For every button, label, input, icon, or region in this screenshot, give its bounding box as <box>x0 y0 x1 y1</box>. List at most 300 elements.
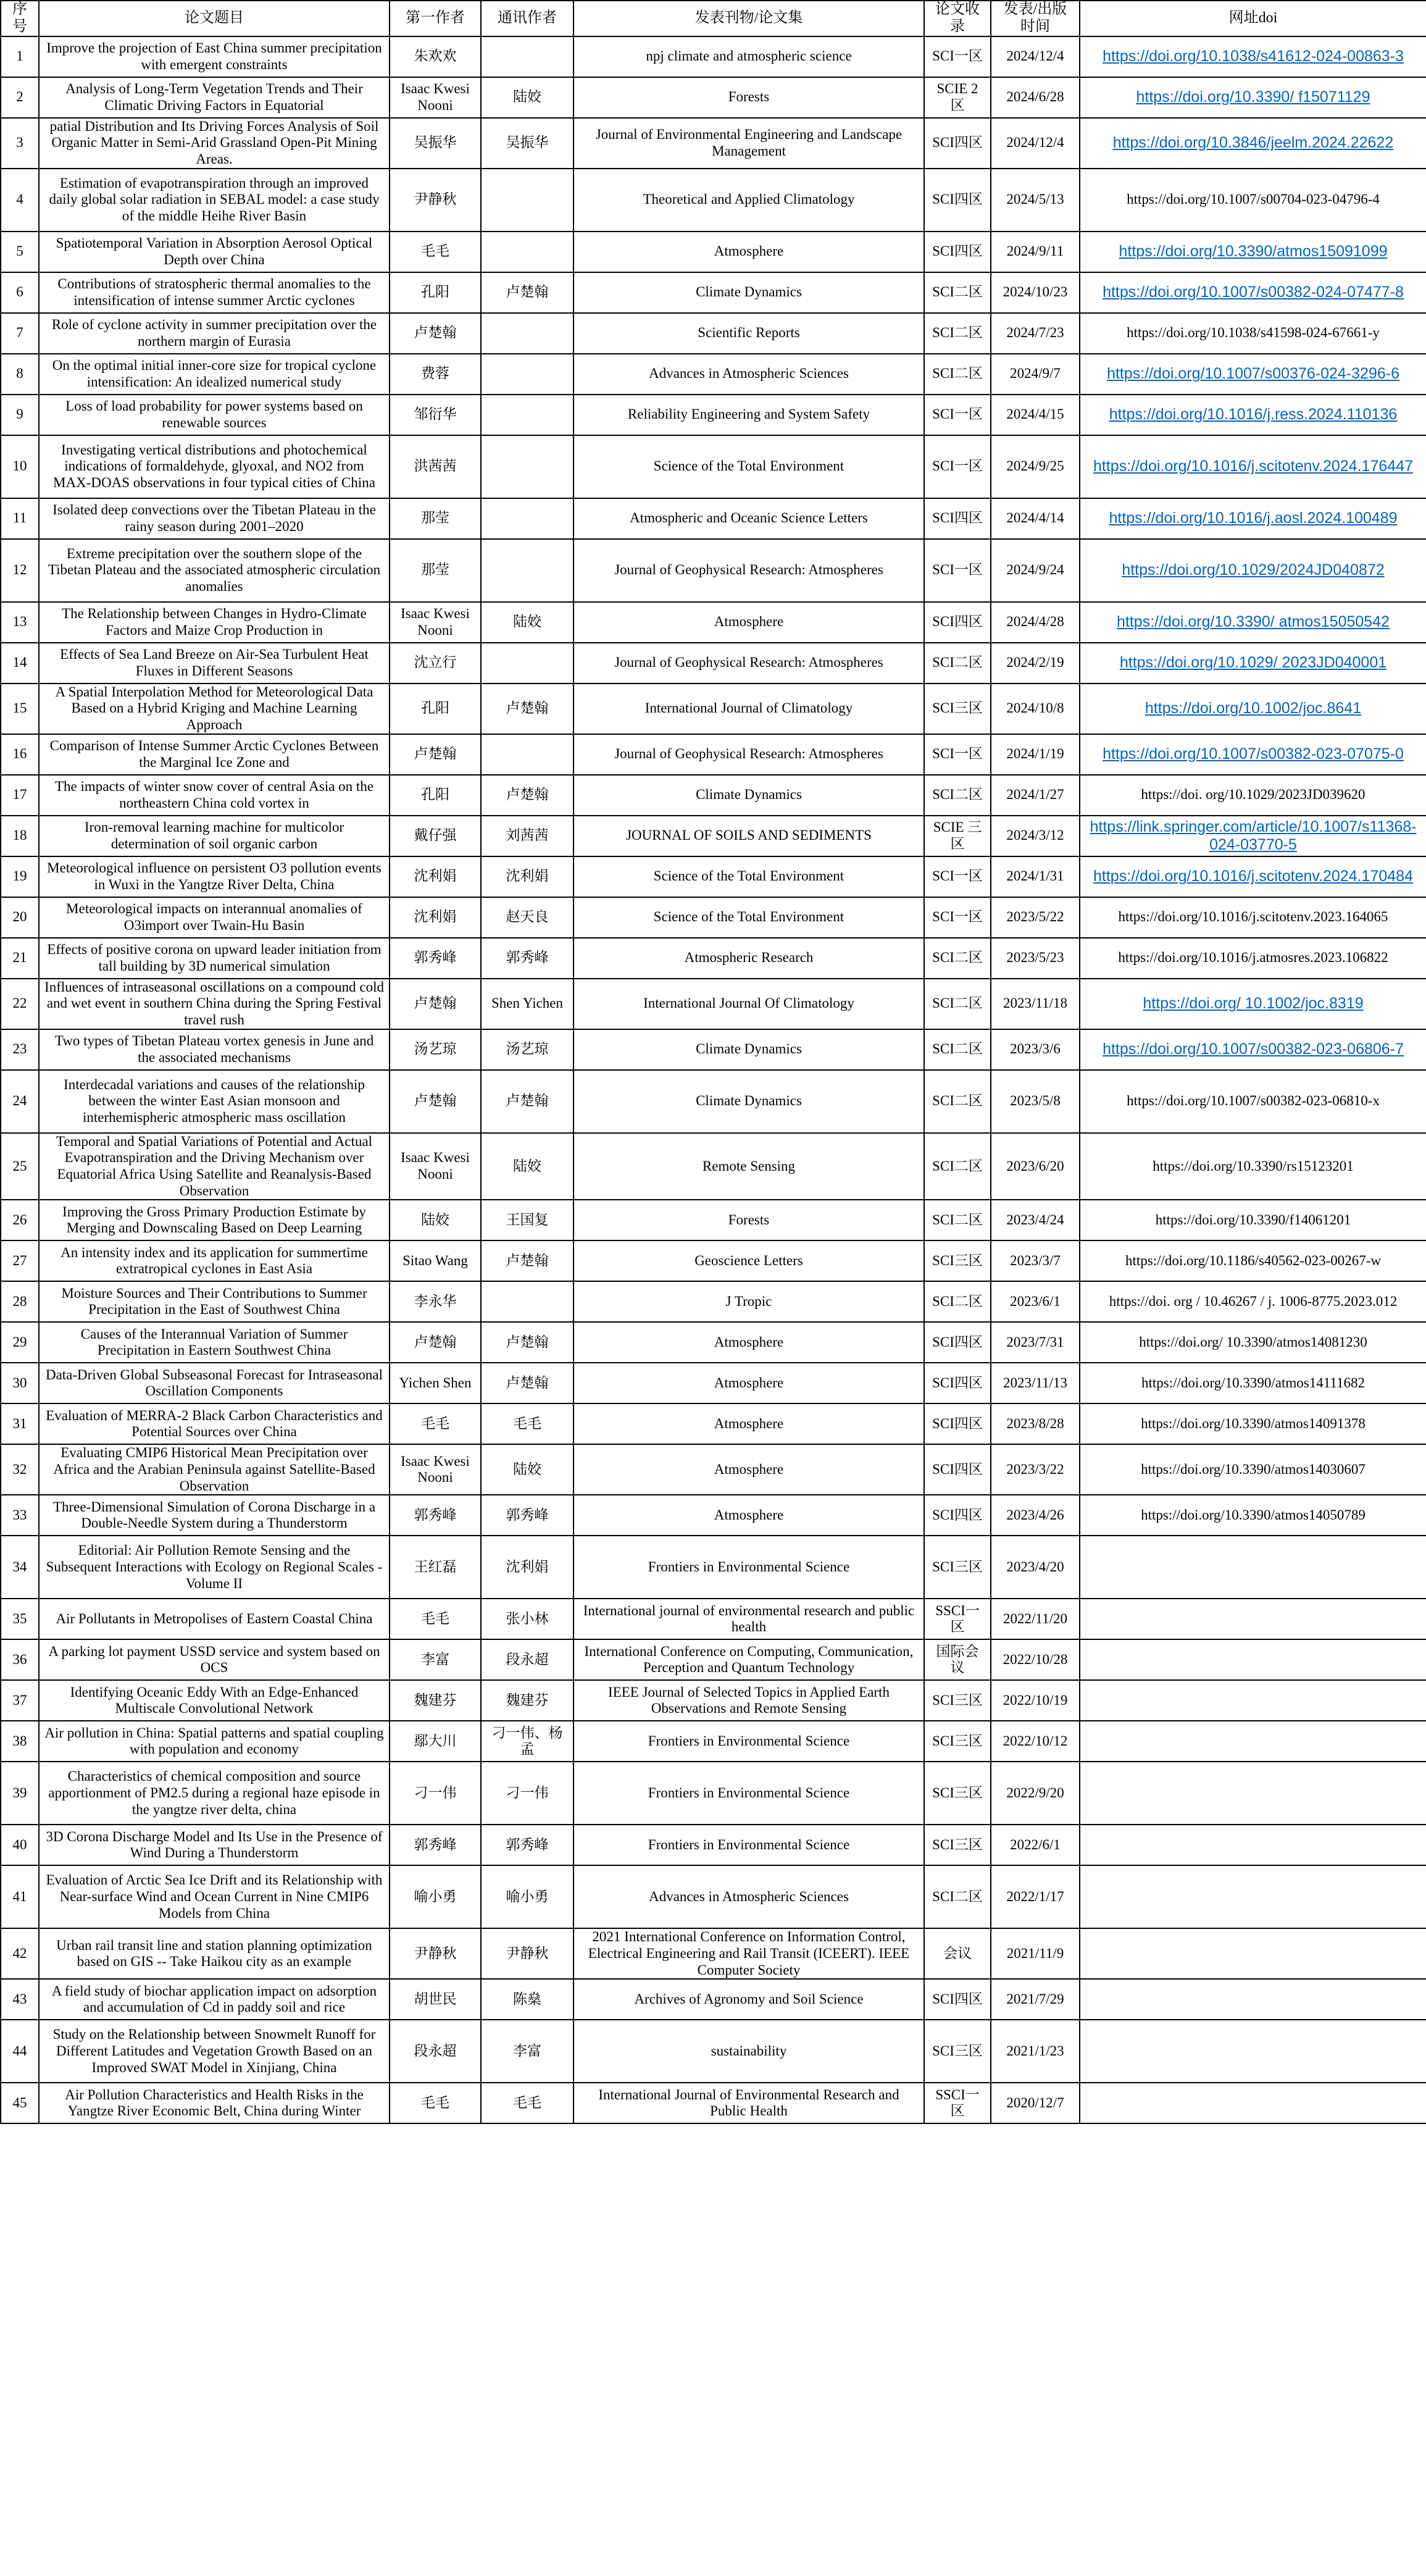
table-row <box>1 1680 1426 1721</box>
corresponding-author-cell <box>481 169 573 232</box>
doi-cell: https://doi.org/10.1007/s00704-023-04796-4 <box>1080 169 1426 232</box>
corresponding-author-cell: 赵天良 <box>481 897 573 938</box>
publish-date-cell: 2022/11/20 <box>991 1599 1080 1639</box>
corresponding-author-cell: 陆姣 <box>481 77 573 118</box>
journal-cell: IEEE Journal of Selected Topics in Applied Earth Observations and Remote Sensing <box>573 1680 924 1721</box>
publish-date-cell: 2022/1/17 <box>991 1865 1080 1928</box>
journal-cell: Science of the Total Environment <box>573 435 924 498</box>
publish-date-cell: 2023/6/1 <box>991 1281 1080 1322</box>
publish-date-cell: 2023/4/24 <box>991 1200 1080 1240</box>
publish-date-cell: 2024/9/7 <box>991 354 1080 395</box>
doi-cell[interactable]: https://doi.org/10.3390/ f15071129 <box>1080 77 1426 118</box>
paper-title-cell: Comparison of Intense Summer Arctic Cyclones Between the Marginal Ice Zone and <box>39 734 390 775</box>
publish-date-cell: 2022/10/12 <box>991 1721 1080 1762</box>
index-cell: SCI三区 <box>924 1680 991 1721</box>
table-row <box>1 1363 1426 1403</box>
doi-cell[interactable]: https://doi.org/10.1016/j.scitotenv.2024.176447 <box>1080 435 1426 498</box>
corresponding-author-cell: 沈利娟 <box>481 1536 573 1599</box>
table-row <box>1 1979 1426 2020</box>
journal-cell: Theoretical and Applied Climatology <box>573 169 924 232</box>
publish-date-cell: 2024/9/25 <box>991 435 1080 498</box>
first-author-cell: 卢楚翰 <box>390 1070 481 1133</box>
paper-title-cell: Improve the projection of East China summer precipitation with emergent constraints <box>39 36 390 77</box>
paper-title-cell: Three-Dimensional Simulation of Corona Discharge in a Double-Needle System during a Thunderstorm <box>39 1495 390 1536</box>
index-cell: SCI一区 <box>924 539 991 602</box>
journal-cell: Climate Dynamics <box>573 1029 924 1070</box>
publish-date-cell: 2021/1/23 <box>991 2020 1080 2083</box>
table-row <box>1 1825 1426 1865</box>
row-number-cell: 33 <box>1 1495 39 1536</box>
table-row <box>1 1928 1426 1979</box>
table-row <box>1 1865 1426 1928</box>
paper-title-cell: Air Pollution Characteristics and Health Risks in the Yangtze River Economic Belt, China during Winter <box>39 2083 390 2123</box>
paper-title-cell: The Relationship between Changes in Hydro-Climate Factors and Maize Crop Production in <box>39 602 390 643</box>
journal-cell: International Journal of Environmental Research and Public Health <box>573 2083 924 2123</box>
corresponding-author-cell: 陆姣 <box>481 1133 573 1200</box>
index-cell: 国际会议 <box>924 1639 991 1680</box>
row-number-cell: 32 <box>1 1444 39 1495</box>
publish-date-cell: 2024/7/23 <box>991 313 1080 354</box>
doi-cell[interactable]: https://doi.org/10.1007/s00376-024-3296-6 <box>1080 354 1426 395</box>
row-number-cell: 24 <box>1 1070 39 1133</box>
first-author-cell: 朱欢欢 <box>390 36 481 77</box>
row-number-cell: 7 <box>1 313 39 354</box>
publish-date-cell: 2022/10/19 <box>991 1680 1080 1721</box>
index-cell: SCI三区 <box>924 1762 991 1825</box>
index-cell: SCI一区 <box>924 36 991 77</box>
doi-cell[interactable]: https://doi.org/10.1016/j.aosl.2024.100489 <box>1080 498 1426 539</box>
corresponding-author-cell: 沈利娟 <box>481 856 573 897</box>
paper-title-cell: Temporal and Spatial Variations of Potential and Actual Evapotranspiration and the Driving Mechanism over Equatorial Africa Using Satellite and Reanalysis-Based Observation <box>39 1133 390 1200</box>
paper-title-cell: Interdecadal variations and causes of the relationship between the winter East Asian monsoon and interhemispheric atmospheric mass oscillation <box>39 1070 390 1133</box>
publish-date-cell: 2024/1/31 <box>991 856 1080 897</box>
row-number-cell: 10 <box>1 435 39 498</box>
paper-title-cell: Moisture Sources and Their Contributions to Summer Precipitation in the East of Southwest China <box>39 1281 390 1322</box>
index-cell: SCI四区 <box>924 1444 991 1495</box>
table-row <box>1 1403 1426 1444</box>
row-number-cell: 35 <box>1 1599 39 1639</box>
publish-date-cell: 2023/8/28 <box>991 1403 1080 1444</box>
first-author-cell: 陆姣 <box>390 1200 481 1240</box>
row-number-cell: 34 <box>1 1536 39 1599</box>
table-row <box>1 938 1426 979</box>
paper-title-cell: Editorial: Air Pollution Remote Sensing and the Subsequent Interactions with Ecology on Regional Scales - Volume II <box>39 1536 390 1599</box>
doi-cell[interactable]: https://doi.org/10.1016/j.scitotenv.2024.170484 <box>1080 856 1426 897</box>
journal-cell: Forests <box>573 1200 924 1240</box>
journal-cell: Atmosphere <box>573 232 924 272</box>
publish-date-cell: 2023/7/31 <box>991 1322 1080 1363</box>
doi-cell <box>1080 1639 1426 1680</box>
publish-date-cell: 2024/3/12 <box>991 816 1080 856</box>
doi-cell: https://doi.org/10.3390/rs15123201 <box>1080 1133 1426 1200</box>
corresponding-author-cell <box>481 232 573 272</box>
paper-title-cell: Isolated deep convections over the Tibetan Plateau in the rainy season during 2001–2020 <box>39 498 390 539</box>
corresponding-author-cell: 毛毛 <box>481 1403 573 1444</box>
paper-title-cell: Data-Driven Global Subseasonal Forecast for Intraseasonal Oscillation Components <box>39 1363 390 1403</box>
row-number-cell: 22 <box>1 979 39 1029</box>
first-author-cell: 卢楚翰 <box>390 313 481 354</box>
paper-title-cell: Loss of load probability for power systems based on renewable sources <box>39 395 390 435</box>
corresponding-author-cell <box>481 354 573 395</box>
first-author-cell: 毛毛 <box>390 1403 481 1444</box>
index-cell: SCI四区 <box>924 1403 991 1444</box>
paper-title-cell: An intensity index and its application for summertime extratropical cyclones in East Asia <box>39 1240 390 1281</box>
index-cell: SCI二区 <box>924 643 991 684</box>
index-cell: SCI二区 <box>924 272 991 313</box>
doi-cell: https://doi.org/10.3390/f14061201 <box>1080 1200 1426 1240</box>
index-cell: SCI三区 <box>924 2020 991 2083</box>
table-row <box>1 313 1426 354</box>
paper-title-cell: Causes of the Interannual Variation of Summer Precipitation in Eastern Southwest China <box>39 1322 390 1363</box>
row-number-cell: 31 <box>1 1403 39 1444</box>
row-number-cell: 42 <box>1 1928 39 1979</box>
first-author-cell: 费蓉 <box>390 354 481 395</box>
journal-cell: Atmospheric and Oceanic Science Letters <box>573 498 924 539</box>
doi-cell: https://doi.org/10.1038/s41598-024-67661-y <box>1080 313 1426 354</box>
table-row <box>1 1281 1426 1322</box>
journal-cell: Atmospheric Research <box>573 938 924 979</box>
index-cell: SCI一区 <box>924 734 991 775</box>
doi-cell[interactable]: https://doi.org/10.1016/j.ress.2024.110136 <box>1080 395 1426 435</box>
first-author-cell: Isaac Kwesi Nooni <box>390 1133 481 1200</box>
paper-title-cell: Meteorological influence on persistent O3 pollution events in Wuxi in the Yangtze River Delta, China <box>39 856 390 897</box>
first-author-cell: 毛毛 <box>390 2083 481 2123</box>
table-row <box>1 498 1426 539</box>
paper-title-cell: Investigating vertical distributions and photochemical indications of formaldehyde, glyoxal, and NO2 from MAX-DOAS observations in four typical cities of China <box>39 435 390 498</box>
paper-title-cell: A parking lot payment USSD service and system based on OCS <box>39 1639 390 1680</box>
publish-date-cell: 2024/1/27 <box>991 775 1080 816</box>
publish-date-cell: 2021/11/9 <box>991 1928 1080 1979</box>
journal-cell: Scientific Reports <box>573 313 924 354</box>
publish-date-cell: 2024/6/28 <box>991 77 1080 118</box>
publish-date-cell: 2023/5/8 <box>991 1070 1080 1133</box>
table-row <box>1 602 1426 643</box>
table-row <box>1 272 1426 313</box>
publish-date-cell: 2023/5/23 <box>991 938 1080 979</box>
publish-date-cell: 2020/12/7 <box>991 2083 1080 2123</box>
doi-cell <box>1080 1599 1426 1639</box>
row-number-cell: 29 <box>1 1322 39 1363</box>
journal-cell: Atmosphere <box>573 1495 924 1536</box>
doi-cell[interactable]: https://doi.org/10.1007/s00382-024-07477-8 <box>1080 272 1426 313</box>
table-row <box>1 734 1426 775</box>
table-row <box>1 1599 1426 1639</box>
paper-title-cell: The impacts of winter snow cover of central Asia on the northeastern China cold vortex in <box>39 775 390 816</box>
paper-title-cell: Influences of intraseasonal oscillations on a compound cold and wet event in southern China during the Spring Festival travel rush <box>39 979 390 1029</box>
row-number-cell: 40 <box>1 1825 39 1865</box>
publish-date-cell: 2024/5/13 <box>991 169 1080 232</box>
first-author-cell: 洪茜茜 <box>390 435 481 498</box>
doi-cell <box>1080 1721 1426 1762</box>
publish-date-cell: 2024/4/14 <box>991 498 1080 539</box>
publish-date-cell: 2024/9/24 <box>991 539 1080 602</box>
table-row <box>1 897 1426 938</box>
corresponding-author-cell <box>481 435 573 498</box>
index-cell: SCI二区 <box>924 1133 991 1200</box>
first-author-cell: 李永华 <box>390 1281 481 1322</box>
journal-cell: Advances in Atmospheric Sciences <box>573 354 924 395</box>
row-number-cell: 28 <box>1 1281 39 1322</box>
paper-title-cell: Role of cyclone activity in summer precipitation over the northern margin of Eurasia <box>39 313 390 354</box>
paper-title-cell: A Spatial Interpolation Method for Meteorological Data Based on a Hybrid Kriging and Machine Learning Approach <box>39 684 390 734</box>
first-author-cell: 汤艺琼 <box>390 1029 481 1070</box>
row-number-cell: 23 <box>1 1029 39 1070</box>
first-author-cell: 魏建芬 <box>390 1680 481 1721</box>
corresponding-author-cell: 尹静秋 <box>481 1928 573 1979</box>
table-row <box>1 856 1426 897</box>
index-cell: SCI四区 <box>924 232 991 272</box>
doi-cell: https://doi. org/10.1029/2023JD039620 <box>1080 775 1426 816</box>
publish-date-cell: 2021/7/29 <box>991 1979 1080 2020</box>
doi-cell[interactable]: https://doi.org/10.1029/ 2023JD040001 <box>1080 643 1426 684</box>
first-author-cell: 沈利娟 <box>390 897 481 938</box>
header-first-author: 第一作者 <box>390 1 481 36</box>
index-cell: SCI三区 <box>924 1825 991 1865</box>
paper-title-cell: Air pollution in China: Spatial patterns and spatial coupling with population and economy <box>39 1721 390 1762</box>
corresponding-author-cell: 陈燊 <box>481 1979 573 2020</box>
row-number-cell: 1 <box>1 36 39 77</box>
row-number-cell: 9 <box>1 395 39 435</box>
doi-cell: https://doi.org/10.1007/s00382-023-06810-x <box>1080 1070 1426 1133</box>
doi-cell[interactable]: https://doi.org/10.1002/joc.8641 <box>1080 684 1426 734</box>
corresponding-author-cell: 陆姣 <box>481 602 573 643</box>
paper-title-cell: On the optimal initial inner-core size for tropical cyclone intensification: An idealized numerical study <box>39 354 390 395</box>
table-row <box>1 232 1426 272</box>
journal-cell: Atmosphere <box>573 602 924 643</box>
corresponding-author-cell: 刘茜茜 <box>481 816 573 856</box>
doi-cell[interactable]: https://doi.org/10.3390/ atmos15050542 <box>1080 602 1426 643</box>
paper-title-cell: Spatiotemporal Variation in Absorption Aerosol Optical Depth over China <box>39 232 390 272</box>
doi-cell[interactable]: https://doi.org/10.1029/2024JD040872 <box>1080 539 1426 602</box>
paper-title-cell: 3D Corona Discharge Model and Its Use in the Presence of Wind During a Thunderstorm <box>39 1825 390 1865</box>
row-number-cell: 6 <box>1 272 39 313</box>
doi-cell <box>1080 1762 1426 1825</box>
corresponding-author-cell: 段永超 <box>481 1639 573 1680</box>
paper-title-cell: patial Distribution and Its Driving Forces Analysis of Soil Organic Matter in Semi-Arid Grassland Open-Pit Mining Areas. <box>39 118 390 169</box>
header-title: 论文题目 <box>39 1 390 36</box>
table-row <box>1 435 1426 498</box>
corresponding-author-cell: 卢楚翰 <box>481 775 573 816</box>
header-index: 论文收录 <box>924 1 991 36</box>
first-author-cell: 胡世民 <box>390 1979 481 2020</box>
doi-cell <box>1080 1865 1426 1928</box>
row-number-cell: 20 <box>1 897 39 938</box>
index-cell: SCI三区 <box>924 1536 991 1599</box>
table-row <box>1 118 1426 169</box>
index-cell: SCI二区 <box>924 1865 991 1928</box>
doi-cell[interactable]: https://doi.org/ 10.1002/joc.8319 <box>1080 979 1426 1029</box>
paper-title-cell: Evaluation of Arctic Sea Ice Drift and its Relationship with Near-surface Wind and Ocean Current in Nine CMIP6 Models from China <box>39 1865 390 1928</box>
doi-cell[interactable]: https://doi.org/10.1038/s41612-024-00863-3 <box>1080 36 1426 77</box>
journal-cell: Journal of Geophysical Research: Atmospheres <box>573 539 924 602</box>
journal-cell: Journal of Geophysical Research: Atmospheres <box>573 643 924 684</box>
index-cell: SCI二区 <box>924 1070 991 1133</box>
first-author-cell: 戴仔强 <box>390 816 481 856</box>
corresponding-author-cell: 王国复 <box>481 1200 573 1240</box>
row-number-cell: 43 <box>1 1979 39 2020</box>
table-row <box>1 539 1426 602</box>
paper-title-cell: Study on the Relationship between Snowmelt Runoff for Different Latitudes and Vegetation Growth Based on an Improved SWAT Model in Xinjiang, China <box>39 2020 390 2083</box>
doi-cell[interactable]: https://doi.org/10.1007/s00382-023-06806-7 <box>1080 1029 1426 1070</box>
header-date: 发表/出版时间 <box>991 1 1080 36</box>
first-author-cell: 郭秀峰 <box>390 1825 481 1865</box>
publish-date-cell: 2024/12/4 <box>991 36 1080 77</box>
corresponding-author-cell <box>481 313 573 354</box>
table-row <box>1 643 1426 684</box>
first-author-cell: Isaac Kwesi Nooni <box>390 77 481 118</box>
index-cell: SCI四区 <box>924 1363 991 1403</box>
journal-cell: Science of the Total Environment <box>573 856 924 897</box>
paper-title-cell: Characteristics of chemical composition and source apportionment of PM2.5 during a regional haze episode in the yangtze river delta, china <box>39 1762 390 1825</box>
table-row <box>1 354 1426 395</box>
doi-cell[interactable]: https://link.springer.com/article/10.1007/s11368-024-03770-5 <box>1080 816 1426 856</box>
publish-date-cell: 2023/3/22 <box>991 1444 1080 1495</box>
row-number-cell: 14 <box>1 643 39 684</box>
table-row <box>1 816 1426 856</box>
doi-cell: https://doi.org/10.3390/atmos14050789 <box>1080 1495 1426 1536</box>
first-author-cell: 李富 <box>390 1639 481 1680</box>
index-cell: SCI二区 <box>924 1029 991 1070</box>
journal-cell: Climate Dynamics <box>573 775 924 816</box>
row-number-cell: 19 <box>1 856 39 897</box>
paper-title-cell: Improving the Gross Primary Production Estimate by Merging and Downscaling Based on Deep Learning <box>39 1200 390 1240</box>
header-journal: 发表刊物/论文集 <box>573 1 924 36</box>
corresponding-author-cell <box>481 498 573 539</box>
first-author-cell: 吴振华 <box>390 118 481 169</box>
doi-cell <box>1080 2083 1426 2123</box>
publish-date-cell: 2022/6/1 <box>991 1825 1080 1865</box>
doi-cell <box>1080 1979 1426 2020</box>
first-author-cell: 喻小勇 <box>390 1865 481 1928</box>
doi-cell <box>1080 1825 1426 1865</box>
journal-cell: Journal of Environmental Engineering and Landscape Management <box>573 118 924 169</box>
index-cell: SCI二区 <box>924 979 991 1029</box>
row-number-cell: 12 <box>1 539 39 602</box>
publish-date-cell: 2022/10/28 <box>991 1639 1080 1680</box>
publish-date-cell: 2023/5/22 <box>991 897 1080 938</box>
paper-title-cell: Effects of positive corona on upward leader initiation from tall building by 3D numerical simulation <box>39 938 390 979</box>
row-number-cell: 17 <box>1 775 39 816</box>
first-author-cell: 卢楚翰 <box>390 734 481 775</box>
table-row <box>1 36 1426 77</box>
journal-cell: Climate Dynamics <box>573 272 924 313</box>
journal-cell: J Tropic <box>573 1281 924 1322</box>
corresponding-author-cell: 吴振华 <box>481 118 573 169</box>
corresponding-author-cell: 卢楚翰 <box>481 1363 573 1403</box>
index-cell: SCI一区 <box>924 395 991 435</box>
table-row <box>1 77 1426 118</box>
doi-cell: https://doi. org / 10.46267 / j. 1006-8775.2023.012 <box>1080 1281 1426 1322</box>
index-cell: SCI二区 <box>924 313 991 354</box>
corresponding-author-cell: Shen Yichen <box>481 979 573 1029</box>
journal-cell: International Journal of Climatology <box>573 684 924 734</box>
publish-date-cell: 2024/10/8 <box>991 684 1080 734</box>
corresponding-author-cell: 郭秀峰 <box>481 938 573 979</box>
row-number-cell: 36 <box>1 1639 39 1680</box>
corresponding-author-cell <box>481 643 573 684</box>
doi-cell[interactable]: https://doi.org/10.3390/atmos15091099 <box>1080 232 1426 272</box>
first-author-cell: 沈利娟 <box>390 856 481 897</box>
first-author-cell: 孔阳 <box>390 684 481 734</box>
index-cell: SCIE 2区 <box>924 77 991 118</box>
publish-date-cell: 2024/9/11 <box>991 232 1080 272</box>
journal-cell: Frontiers in Environmental Science <box>573 1825 924 1865</box>
doi-cell <box>1080 1536 1426 1599</box>
index-cell: SSCI一区 <box>924 1599 991 1639</box>
journal-cell: Climate Dynamics <box>573 1070 924 1133</box>
journal-cell: International Journal Of Climatology <box>573 979 924 1029</box>
header-doi: 网址doi <box>1080 1 1426 36</box>
doi-cell: https://doi.org/10.1016/j.scitotenv.2023.164065 <box>1080 897 1426 938</box>
table-row <box>1 1133 1426 1200</box>
row-number-cell: 38 <box>1 1721 39 1762</box>
row-number-cell: 37 <box>1 1680 39 1721</box>
journal-cell: 2021 International Conference on Information Control, Electrical Engineering and Rail Transit (ICEERT). IEEE Computer Society <box>573 1928 924 1979</box>
first-author-cell: 沈立行 <box>390 643 481 684</box>
table-row <box>1 1536 1426 1599</box>
journal-cell: Geoscience Letters <box>573 1240 924 1281</box>
first-author-cell: 毛毛 <box>390 1599 481 1639</box>
corresponding-author-cell: 陆姣 <box>481 1444 573 1495</box>
doi-cell: https://doi.org/10.3390/atmos14091378 <box>1080 1403 1426 1444</box>
row-number-cell: 16 <box>1 734 39 775</box>
paper-title-cell: Evaluation of MERRA-2 Black Carbon Characteristics and Potential Sources over China <box>39 1403 390 1444</box>
header-row <box>1 1 1426 36</box>
doi-cell[interactable]: https://doi.org/10.3846/jeelm.2024.22622 <box>1080 118 1426 169</box>
index-cell: SCI四区 <box>924 498 991 539</box>
row-number-cell: 44 <box>1 2020 39 2083</box>
corresponding-author-cell: 汤艺琼 <box>481 1029 573 1070</box>
doi-cell: https://doi.org/10.3390/atmos14030607 <box>1080 1444 1426 1495</box>
row-number-cell: 2 <box>1 77 39 118</box>
publish-date-cell: 2023/11/18 <box>991 979 1080 1029</box>
doi-cell: https://doi.org/10.3390/atmos14111682 <box>1080 1363 1426 1403</box>
header-corresponding-author: 通讯作者 <box>481 1 573 36</box>
index-cell: 会议 <box>924 1928 991 1979</box>
row-number-cell: 21 <box>1 938 39 979</box>
corresponding-author-cell <box>481 734 573 775</box>
journal-cell: Atmosphere <box>573 1363 924 1403</box>
corresponding-author-cell: 刁一伟、杨孟 <box>481 1721 573 1762</box>
index-cell: SCI三区 <box>924 1721 991 1762</box>
journal-cell: International journal of environmental research and public health <box>573 1599 924 1639</box>
index-cell: SCIE 三区 <box>924 816 991 856</box>
table-row <box>1 1240 1426 1281</box>
corresponding-author-cell: 卢楚翰 <box>481 272 573 313</box>
paper-title-cell: Estimation of evapotranspiration through an improved daily global solar radiation in SEBAL model: a case study of the middle Heihe River Basin <box>39 169 390 232</box>
journal-cell: Frontiers in Environmental Science <box>573 1721 924 1762</box>
first-author-cell: Isaac Kwesi Nooni <box>390 602 481 643</box>
index-cell: SCI二区 <box>924 775 991 816</box>
doi-cell[interactable]: https://doi.org/10.1007/s00382-023-07075-0 <box>1080 734 1426 775</box>
index-cell: SCI四区 <box>924 1495 991 1536</box>
first-author-cell: 毛毛 <box>390 232 481 272</box>
row-number-cell: 18 <box>1 816 39 856</box>
index-cell: SCI一区 <box>924 897 991 938</box>
table-row <box>1 775 1426 816</box>
publish-date-cell: 2024/2/19 <box>991 643 1080 684</box>
first-author-cell: Isaac Kwesi Nooni <box>390 1444 481 1495</box>
publish-date-cell: 2023/6/20 <box>991 1133 1080 1200</box>
journal-cell: Archives of Agronomy and Soil Science <box>573 1979 924 2020</box>
corresponding-author-cell <box>481 395 573 435</box>
corresponding-author-cell: 毛毛 <box>481 2083 573 2123</box>
corresponding-author-cell <box>481 36 573 77</box>
journal-cell: Reliability Engineering and System Safety <box>573 395 924 435</box>
publish-date-cell: 2022/9/20 <box>991 1762 1080 1825</box>
journal-cell: Advances in Atmospheric Sciences <box>573 1865 924 1928</box>
corresponding-author-cell: 魏建芬 <box>481 1680 573 1721</box>
